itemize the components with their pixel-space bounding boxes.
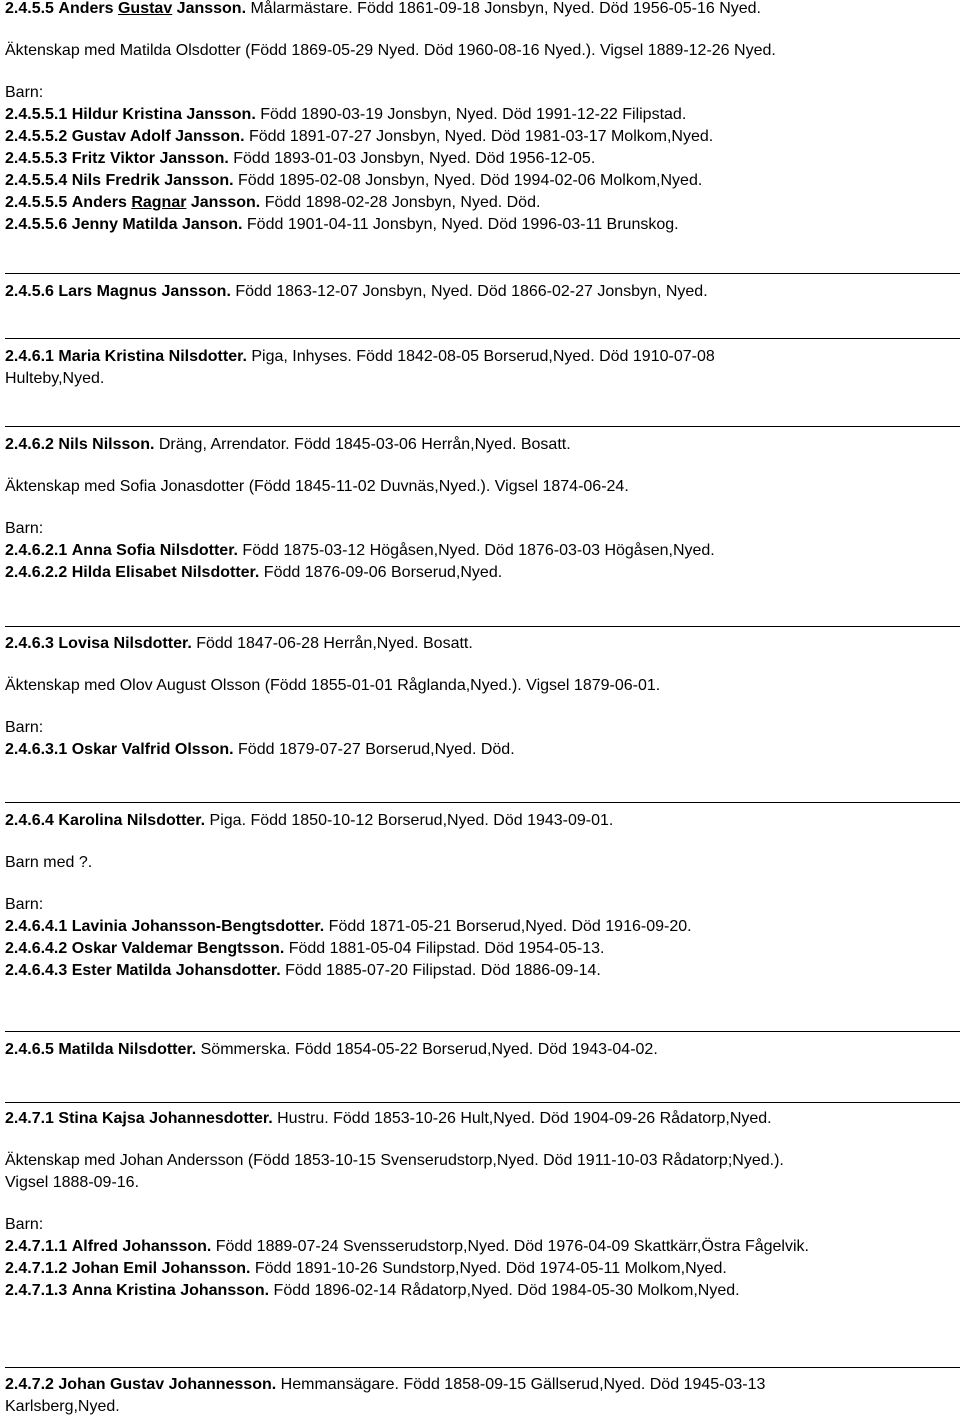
entry-id: 2.4.6.2.2 (5, 564, 68, 581)
person-entry (5, 104, 686, 126)
entry-details: Född 1896-02-14 Rådatorp,Nyed. Död 1984-05-30 Molkom,Nyed. (269, 1282, 740, 1299)
entry-id: 2.4.7.1 (5, 1110, 54, 1127)
entry-id: 2.4.6.4.3 (5, 962, 68, 979)
entry-name: Anna Kristina Johansson. (71, 1282, 270, 1299)
entry-details: Född 1895-02-08 Jonsbyn, Nyed. Död 1994-02-06 Molkom,Nyed. (233, 172, 703, 189)
entry-name: Karolina Nilsdotter. (58, 812, 206, 829)
entry-name: Alfred Johansson. (71, 1238, 212, 1255)
section-divider (5, 626, 960, 627)
line-text: Barn med ?. (5, 854, 93, 871)
line-text: Barn: (5, 520, 44, 537)
entry-id: 2.4.5.5.4 (5, 172, 68, 189)
entry-details: Född 1881-05-04 Filipstad. Död 1954-05-13. (284, 940, 605, 957)
entry-name: Matilda Nilsdotter. (58, 1041, 197, 1058)
entry-name: Johan Gustav Johannesson. (58, 1376, 277, 1393)
person-entry (5, 1258, 727, 1280)
entry-details: Född 1879-07-27 Borserud,Nyed. Död. (233, 741, 515, 758)
entry-id: 2.4.5.5 (5, 0, 54, 17)
entry-id: 2.4.7.1.3 (5, 1282, 68, 1299)
entry-id: 2.4.6.3 (5, 635, 54, 652)
text-line (5, 476, 629, 498)
person-entry (5, 810, 613, 832)
children-heading (5, 82, 43, 104)
person-entry (5, 938, 604, 960)
line-text: Barn: (5, 719, 44, 736)
entry-details: Piga. Född 1850-10-12 Borserud,Nyed. Död 1943-09-01. (205, 812, 614, 829)
entry-details: Född 1876-09-06 Borserud,Nyed. (259, 564, 503, 581)
entry-id: 2.4.6.4 (5, 812, 54, 829)
person-entry (5, 916, 692, 938)
entry-name: Maria Kristina Nilsdotter. (58, 348, 247, 365)
entry-details: Född 1901-04-11 Jonsbyn, Nyed. Död 1996-03-11 Brunskog. (242, 216, 679, 233)
entry-id: 2.4.6.4.1 (5, 918, 68, 935)
person-entry (5, 562, 502, 584)
line-text: Barn: (5, 896, 44, 913)
entry-name: Nils Nilsson. (58, 436, 155, 453)
entry-name: Nils Fredrik Jansson. (71, 172, 234, 189)
person-entry (5, 126, 713, 148)
entry-name: Anders (71, 194, 132, 211)
entry-name: Hilda Elisabet Nilsdotter. (71, 564, 260, 581)
text-line (5, 368, 104, 390)
person-entry (5, 540, 715, 562)
children-heading (5, 717, 43, 739)
section-divider (5, 1031, 960, 1032)
entry-name: Anders (58, 0, 118, 17)
entry-details: Sömmerska. Född 1854-05-22 Borserud,Nyed. Död 1943-04-02. (196, 1041, 658, 1058)
person-entry (5, 1039, 658, 1061)
line-text: Äktenskap med Matilda Olsdotter (Född 1869-05-29 Nyed. Död 1960-08-16 Nyed.). Vigsel 1889-12-26 Nyed. (5, 42, 776, 59)
person-entry (5, 281, 708, 303)
person-entry (5, 1280, 740, 1302)
entry-details: Född 1898-02-28 Jonsbyn, Nyed. Död. (260, 194, 541, 211)
entry-name: Johan Emil Johansson. (71, 1260, 251, 1277)
entry-id: 2.4.5.5.2 (5, 128, 68, 145)
text-line (5, 1396, 120, 1418)
entry-id: 2.4.5.6 (5, 283, 54, 300)
section-divider (5, 802, 960, 803)
entry-id: 2.4.6.4.2 (5, 940, 68, 957)
entry-id: 2.4.5.5.6 (5, 216, 68, 233)
entry-name: Oskar Valfrid Olsson. (71, 741, 234, 758)
line-text: Äktenskap med Olov August Olsson (Född 1855-01-01 Råglanda,Nyed.). Vigsel 1879-06-01. (5, 677, 661, 694)
entry-details: Målarmästare. Född 1861-09-18 Jonsbyn, Nyed. Död 1956-05-16 Nyed. (246, 0, 761, 17)
person-entry (5, 1236, 809, 1258)
entry-details: Född 1847-06-28 Herrån,Nyed. Bosatt. (191, 635, 473, 652)
entry-name: Jansson. (186, 194, 261, 211)
entry-name: Lovisa Nilsdotter. (58, 635, 192, 652)
person-entry (5, 633, 473, 655)
line-text: Hulteby,Nyed. (5, 370, 105, 387)
entry-details: Född 1891-10-26 Sundstorp,Nyed. Död 1974-05-11 Molkom,Nyed. (250, 1260, 727, 1277)
text-line (5, 1150, 784, 1172)
entry-details: Född 1891-07-27 Jonsbyn, Nyed. Död 1981-03-17 Molkom,Nyed. (244, 128, 714, 145)
entry-id: 2.4.5.5.1 (5, 106, 68, 123)
text-line (5, 675, 660, 697)
entry-name: Jenny Matilda Janson. (71, 216, 243, 233)
entry-name: Gustav Adolf Jansson. (71, 128, 245, 145)
entry-name: Stina Kajsa Johannesdotter. (58, 1110, 273, 1127)
entry-details: Född 1889-07-24 Svensserudstorp,Nyed. Död 1976-04-09 Skattkärr,Östra Fågelvik. (211, 1238, 809, 1255)
person-entry (5, 148, 595, 170)
entry-id: 2.4.5.5.3 (5, 150, 68, 167)
children-heading (5, 518, 43, 540)
children-heading (5, 894, 43, 916)
person-entry (5, 346, 715, 368)
entry-details: Dräng, Arrendator. Född 1845-03-06 Herrån,Nyed. Bosatt. (154, 436, 571, 453)
section-divider (5, 273, 960, 274)
entry-name: Anna Sofia Nilsdotter. (71, 542, 238, 559)
entry-details: Hemmansägare. Född 1858-09-15 Gällserud,Nyed. Död 1945-03-13 (276, 1376, 766, 1393)
entry-name-callname: Gustav (117, 0, 173, 17)
line-text: Barn: (5, 84, 44, 101)
text-line (5, 40, 776, 62)
section-divider (5, 1102, 960, 1103)
text-line (5, 1172, 139, 1194)
entry-id: 2.4.7.1.1 (5, 1238, 68, 1255)
entry-id: 2.4.6.2 (5, 436, 54, 453)
entry-name: Hildur Kristina Jansson. (71, 106, 256, 123)
entry-details: Född 1871-05-21 Borserud,Nyed. Död 1916-09-20. (324, 918, 692, 935)
person-entry (5, 739, 515, 761)
entry-id: 2.4.7.1.2 (5, 1260, 68, 1277)
text-line (5, 852, 92, 874)
line-text: Barn: (5, 1216, 44, 1233)
entry-id: 2.4.7.2 (5, 1376, 54, 1393)
person-entry (5, 192, 540, 214)
line-text: Karlsberg,Nyed. (5, 1398, 120, 1415)
entry-id: 2.4.6.1 (5, 348, 54, 365)
entry-name-callname: Ragnar (131, 194, 187, 211)
entry-name: Oskar Valdemar Bengtsson. (71, 940, 285, 957)
line-text: Vigsel 1888-09-16. (5, 1174, 140, 1191)
person-entry (5, 960, 601, 982)
entry-name: Ester Matilda Johansdotter. (71, 962, 281, 979)
person-entry (5, 1374, 765, 1396)
entry-details: Född 1875-03-12 Högåsen,Nyed. Död 1876-03-03 Högåsen,Nyed. (237, 542, 715, 559)
entry-id: 2.4.6.5 (5, 1041, 54, 1058)
section-divider (5, 1367, 960, 1368)
person-entry (5, 214, 679, 236)
section-divider (5, 338, 960, 339)
entry-id: 2.4.6.2.1 (5, 542, 68, 559)
person-entry (5, 170, 702, 192)
entry-id: 2.4.6.3.1 (5, 741, 68, 758)
entry-details: Hustru. Född 1853-10-26 Hult,Nyed. Död 1904-09-26 Rådatorp,Nyed. (272, 1110, 772, 1127)
entry-id: 2.4.5.5.5 (5, 194, 68, 211)
children-heading (5, 1214, 43, 1236)
entry-name: Jansson. (172, 0, 247, 17)
entry-name: Fritz Viktor Jansson. (71, 150, 229, 167)
entry-name: Lavinia Johansson-Bengtsdotter. (71, 918, 325, 935)
entry-details: Född 1890-03-19 Jonsbyn, Nyed. Död 1991-12-22 Filipstad. (255, 106, 687, 123)
person-entry (5, 0, 761, 20)
entry-details: Född 1863-12-07 Jonsbyn, Nyed. Död 1866-02-27 Jonsbyn, Nyed. (230, 283, 708, 300)
entry-name: Lars Magnus Jansson. (58, 283, 231, 300)
entry-details: Född 1885-07-20 Filipstad. Död 1886-09-14. (280, 962, 601, 979)
section-divider (5, 426, 960, 427)
entry-details: Född 1893-01-03 Jonsbyn, Nyed. Död 1956-12-05. (228, 150, 596, 167)
entry-details: Piga, Inhyses. Född 1842-08-05 Borserud,Nyed. Död 1910-07-08 (246, 348, 715, 365)
person-entry (5, 1108, 772, 1130)
person-entry (5, 434, 571, 456)
line-text: Äktenskap med Sofia Jonasdotter (Född 1845-11-02 Duvnäs,Nyed.). Vigsel 1874-06-24. (5, 478, 629, 495)
line-text: Äktenskap med Johan Andersson (Född 1853-10-15 Svenserudstorp,Nyed. Död 1911-10-03 Rådatorp;Nyed.). (5, 1152, 784, 1169)
